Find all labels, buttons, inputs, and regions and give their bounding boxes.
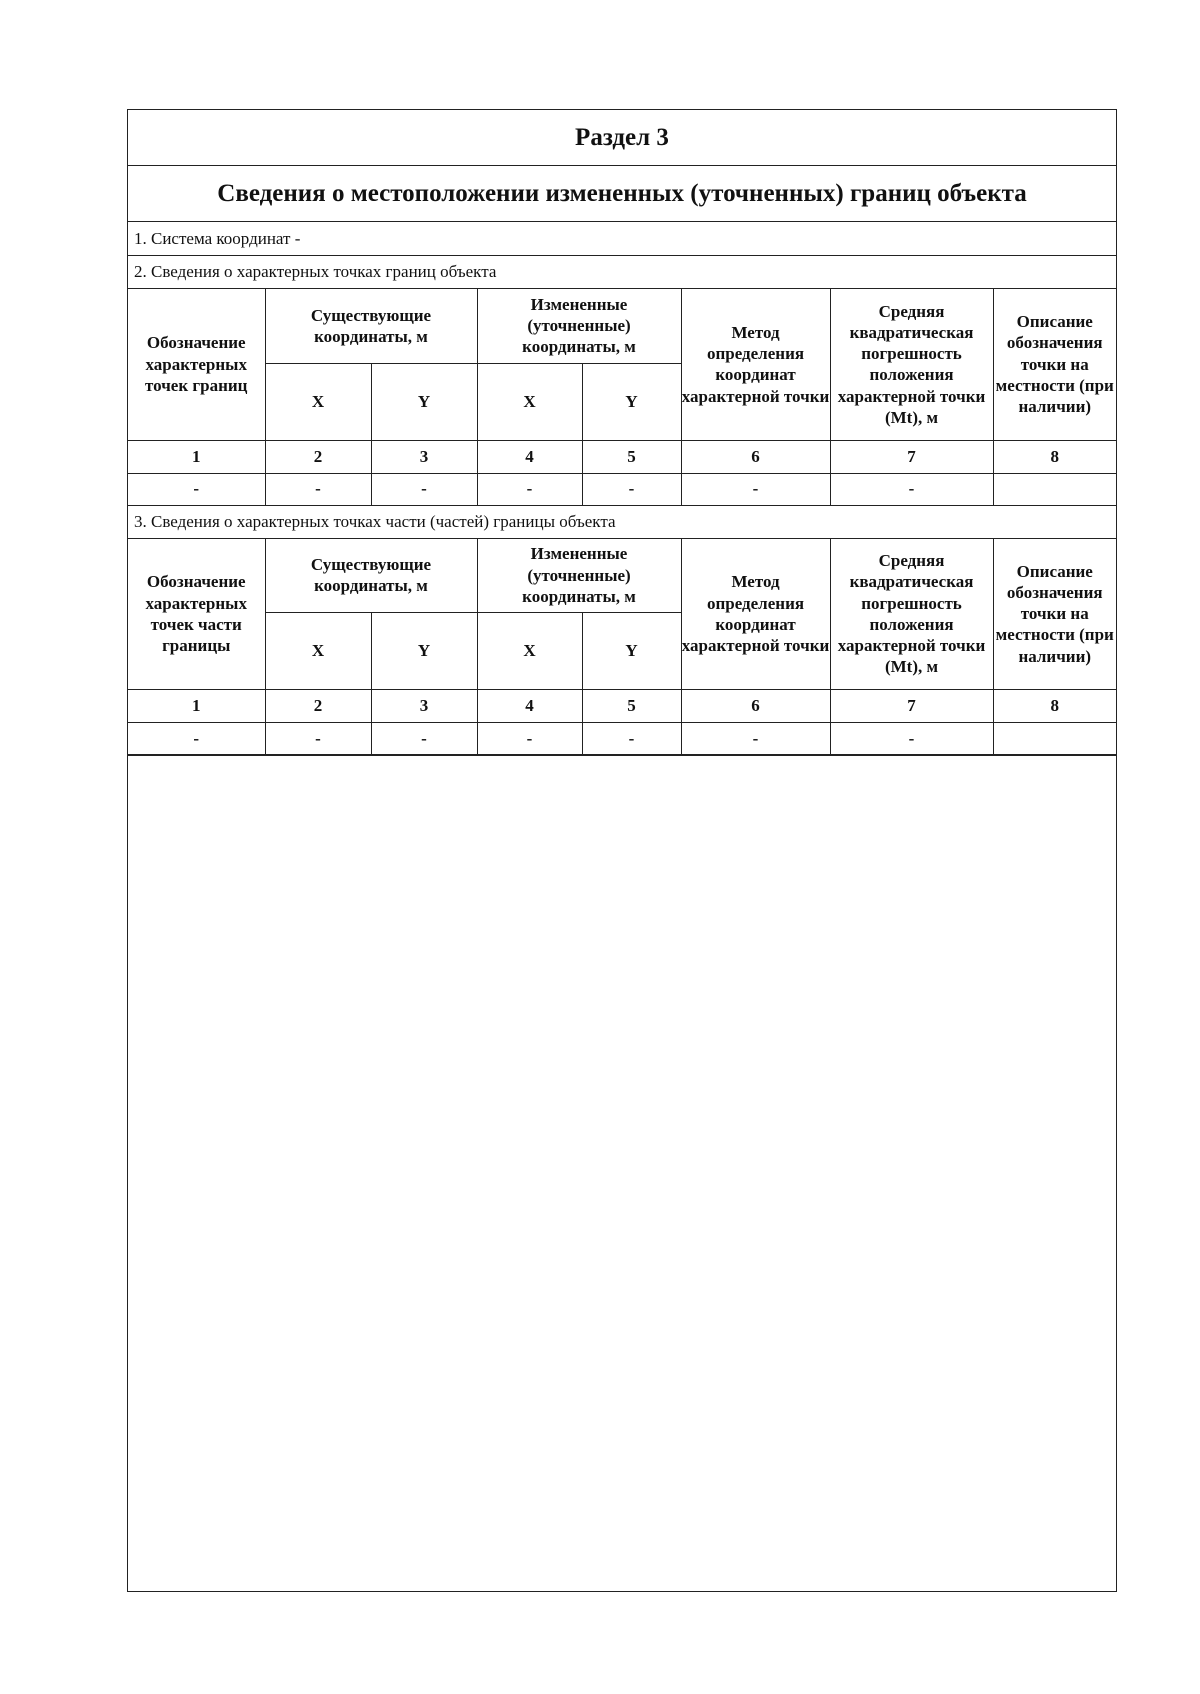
value-cell: - xyxy=(128,473,265,505)
num-cell: 3 xyxy=(371,690,477,723)
value-cell: - xyxy=(371,473,477,505)
num-cell: 4 xyxy=(477,690,582,723)
col-x-changed: X xyxy=(477,613,582,690)
col-y-changed: Y xyxy=(582,613,681,690)
num-cell: 2 xyxy=(265,440,371,473)
col-changed-coords: Измененные (уточненные) координаты, м xyxy=(477,539,681,613)
num-cell: 6 xyxy=(681,440,830,473)
col-existing-coords: Существующие координаты, м xyxy=(265,539,477,613)
col-y-changed: Y xyxy=(582,363,681,440)
part-boundary-points-table xyxy=(128,539,1116,756)
value-cell: - xyxy=(265,473,371,505)
col-method: Метод определения координат характерной точки xyxy=(681,539,830,690)
num-cell: 2 xyxy=(265,690,371,723)
col-x-existing: X xyxy=(265,613,371,690)
value-cell: - xyxy=(477,723,582,755)
boundary-points-table xyxy=(128,289,1116,506)
value-cell xyxy=(993,723,1116,755)
col-y-existing: Y xyxy=(371,363,477,440)
table-end-rule xyxy=(128,755,1116,756)
num-cell: 5 xyxy=(582,690,681,723)
value-cell: - xyxy=(681,723,830,755)
value-cell: - xyxy=(681,473,830,505)
value-cell: - xyxy=(830,723,993,755)
col-description: Описание обозначения точки на местности (при наличии) xyxy=(993,289,1116,440)
col-error: Средняя квадратическая погрешность положения характерной точки (Mt), м xyxy=(830,539,993,690)
col-existing-coords: Существующие координаты, м xyxy=(265,289,477,363)
value-cell: - xyxy=(128,723,265,755)
part-boundary-points-line: 3. Сведения о характерных точках части (частей) границы объекта xyxy=(128,506,1116,539)
column-numbers-row xyxy=(128,690,1116,723)
table-row xyxy=(128,723,1116,755)
num-cell: 7 xyxy=(830,690,993,723)
column-numbers-row xyxy=(128,440,1116,473)
value-cell: - xyxy=(371,723,477,755)
num-cell: 1 xyxy=(128,690,265,723)
boundary-points-line: 2. Сведения о характерных точках границ объекта xyxy=(128,256,1116,289)
col-description: Описание обозначения точки на местности (при наличии) xyxy=(993,539,1116,690)
col-x-existing: X xyxy=(265,363,371,440)
col-point-designation: Обозначение характерных точек части границы xyxy=(128,539,265,690)
document-heading: Сведения о местоположении измененных (уточненных) границ объекта xyxy=(128,166,1116,222)
num-cell: 8 xyxy=(993,440,1116,473)
num-cell: 7 xyxy=(830,440,993,473)
col-x-changed: X xyxy=(477,363,582,440)
coordinate-system-line: 1. Система координат - xyxy=(128,222,1116,256)
value-cell: - xyxy=(830,473,993,505)
value-cell: - xyxy=(477,473,582,505)
form-frame xyxy=(127,109,1117,1592)
col-method: Метод определения координат характерной точки xyxy=(681,289,830,440)
num-cell: 6 xyxy=(681,690,830,723)
value-cell xyxy=(993,473,1116,505)
section-title: Раздел 3 xyxy=(128,110,1116,166)
value-cell: - xyxy=(582,473,681,505)
num-cell: 8 xyxy=(993,690,1116,723)
col-changed-coords: Измененные (уточненные) координаты, м xyxy=(477,289,681,363)
col-point-designation: Обозначение характерных точек границ xyxy=(128,289,265,440)
value-cell: - xyxy=(265,723,371,755)
value-cell: - xyxy=(582,723,681,755)
num-cell: 3 xyxy=(371,440,477,473)
col-error: Средняя квадратическая погрешность положения характерной точки (Mt), м xyxy=(830,289,993,440)
num-cell: 1 xyxy=(128,440,265,473)
table-row xyxy=(128,473,1116,505)
num-cell: 5 xyxy=(582,440,681,473)
num-cell: 4 xyxy=(477,440,582,473)
col-y-existing: Y xyxy=(371,613,477,690)
